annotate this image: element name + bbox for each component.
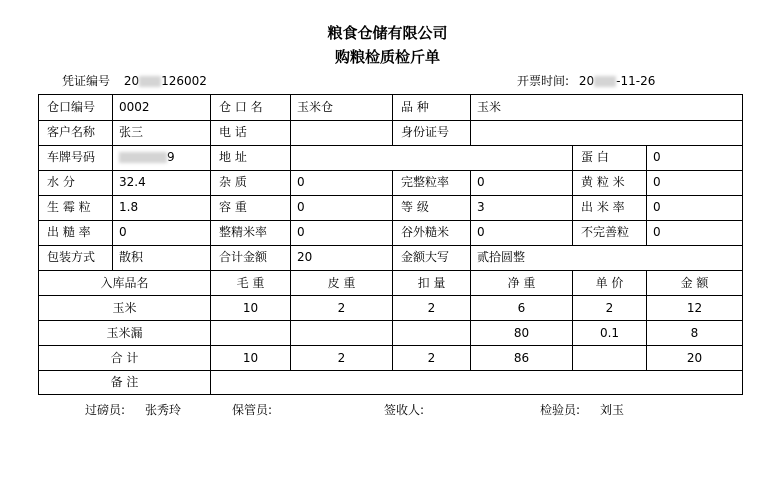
table-cell: 2	[427, 301, 436, 315]
bulk-density-value: 0	[297, 200, 305, 214]
table-cell: 86	[513, 351, 530, 365]
inspector-label: 检验员:	[540, 403, 581, 417]
date-prefix: 20	[578, 74, 595, 88]
inspector	[540, 401, 624, 418]
warehouse-no-label: 仓口编号	[47, 100, 96, 114]
weigher-name: 张秀玲	[145, 403, 182, 417]
packaging-label: 包装方式	[47, 250, 96, 264]
address-value	[291, 145, 567, 169]
total-amount-value: 20	[297, 250, 313, 264]
table-cell	[291, 321, 392, 345]
warehouse-no-value: 0002	[119, 100, 150, 114]
document-title: 购粮检质检斤单	[334, 48, 440, 66]
inspector-name: 刘玉	[600, 403, 625, 417]
company-name: 粮食仓储有限公司	[327, 24, 448, 42]
voucher-number	[62, 72, 207, 89]
total-amount-label: 合计金额	[219, 250, 268, 264]
warehouse-name-value: 玉米仓	[297, 100, 334, 114]
bulk-density-label: 容 重	[219, 200, 247, 214]
receiver	[384, 401, 444, 418]
table-cell: 10	[242, 301, 259, 315]
husk-brown-label: 谷外糙米	[401, 225, 450, 239]
milling-rate-label: 出 米 率	[581, 200, 625, 214]
plate-label: 车牌号码	[47, 150, 96, 164]
table-cell: 2	[427, 351, 436, 365]
amount-words-label: 金额大写	[401, 250, 450, 264]
protein-label: 蛋 白	[581, 150, 609, 164]
amount-words-value: 贰拾圆整	[477, 250, 526, 264]
id-number-label: 身份证号	[401, 125, 450, 139]
brown-rate-value: 0	[119, 225, 127, 239]
table-cell: 20	[686, 351, 703, 365]
intact-rate-value: 0	[477, 175, 485, 189]
remark-value	[211, 370, 737, 394]
customer-value: 张三	[119, 125, 144, 139]
impurity-label: 杂 质	[219, 175, 247, 189]
table-cell: 12	[686, 301, 703, 315]
protein-value: 0	[653, 150, 661, 164]
table-cell	[393, 321, 470, 345]
intact-rate-label: 完整粒率	[401, 175, 450, 189]
imperfect-label: 不完善粒	[581, 225, 630, 239]
column-header: 净 重	[507, 276, 536, 290]
phone-label: 电 话	[219, 125, 247, 139]
redaction-blur	[594, 76, 616, 87]
imperfect-value: 0	[653, 225, 661, 239]
grade-label: 等 级	[401, 200, 429, 214]
column-header: 入库品名	[100, 276, 149, 290]
head-rice-rate-label: 整精米率	[219, 225, 268, 239]
grade-value: 3	[477, 200, 485, 214]
issue-date	[517, 72, 655, 89]
customer-label: 客户名称	[47, 125, 96, 139]
redaction-blur	[119, 152, 167, 163]
table-cell: 10	[242, 351, 259, 365]
moldy-value: 1.8	[119, 200, 139, 214]
yellow-rice-label: 黄 粒 米	[581, 175, 625, 189]
table-cell	[211, 321, 290, 345]
husk-brown-value: 0	[477, 225, 485, 239]
table-cell: 80	[513, 326, 530, 340]
variety-value: 玉米	[477, 100, 502, 114]
column-header: 扣 量	[417, 276, 446, 290]
address-label: 地 址	[219, 150, 247, 164]
moldy-label: 生 霉 粒	[47, 200, 91, 214]
remark-label: 备 注	[110, 375, 139, 389]
weigher	[85, 401, 181, 418]
variety-label: 品 种	[401, 100, 429, 114]
table-cell: 2	[337, 301, 346, 315]
brown-rate-label: 出 糙 率	[47, 225, 91, 239]
date-label: 开票时间:	[517, 74, 570, 88]
table-cell: 6	[517, 301, 526, 315]
keeper-name	[286, 403, 292, 417]
receiver-label: 签收人:	[384, 403, 425, 417]
table-cell: 0.1	[599, 326, 620, 340]
plate-suffix: 9	[167, 150, 175, 164]
column-header: 单 价	[595, 276, 624, 290]
keeper	[232, 401, 292, 418]
redaction-blur	[139, 76, 161, 87]
phone-value	[291, 120, 391, 144]
voucher-prefix: 20	[123, 74, 140, 88]
table-cell	[573, 346, 646, 370]
warehouse-name-label: 仓 口 名	[219, 100, 263, 114]
table-cell: 2	[605, 301, 614, 315]
weigher-label: 过磅员:	[85, 403, 126, 417]
moisture-label: 水 分	[47, 175, 75, 189]
total-label: 合 计	[110, 351, 139, 365]
milling-rate-value: 0	[653, 200, 661, 214]
table-cell: 8	[690, 326, 699, 340]
voucher-label: 凭证编号	[62, 74, 111, 88]
impurity-value: 0	[297, 175, 305, 189]
column-header: 金 额	[680, 276, 709, 290]
column-header: 皮 重	[327, 276, 356, 290]
table-cell: 玉米	[112, 301, 137, 315]
id-number-value	[471, 120, 737, 144]
receiver-name	[438, 403, 444, 417]
keeper-label: 保管员:	[232, 403, 273, 417]
voucher-suffix: 126002	[161, 74, 207, 88]
head-rice-rate-value: 0	[297, 225, 305, 239]
table-cell: 玉米漏	[106, 326, 143, 340]
date-suffix: -11-26	[616, 74, 656, 88]
table-cell: 2	[337, 351, 346, 365]
plate-value	[113, 145, 209, 169]
packaging-value: 散积	[119, 250, 144, 264]
yellow-rice-value: 0	[653, 175, 661, 189]
column-header: 毛 重	[236, 276, 265, 290]
moisture-value: 32.4	[119, 175, 146, 189]
